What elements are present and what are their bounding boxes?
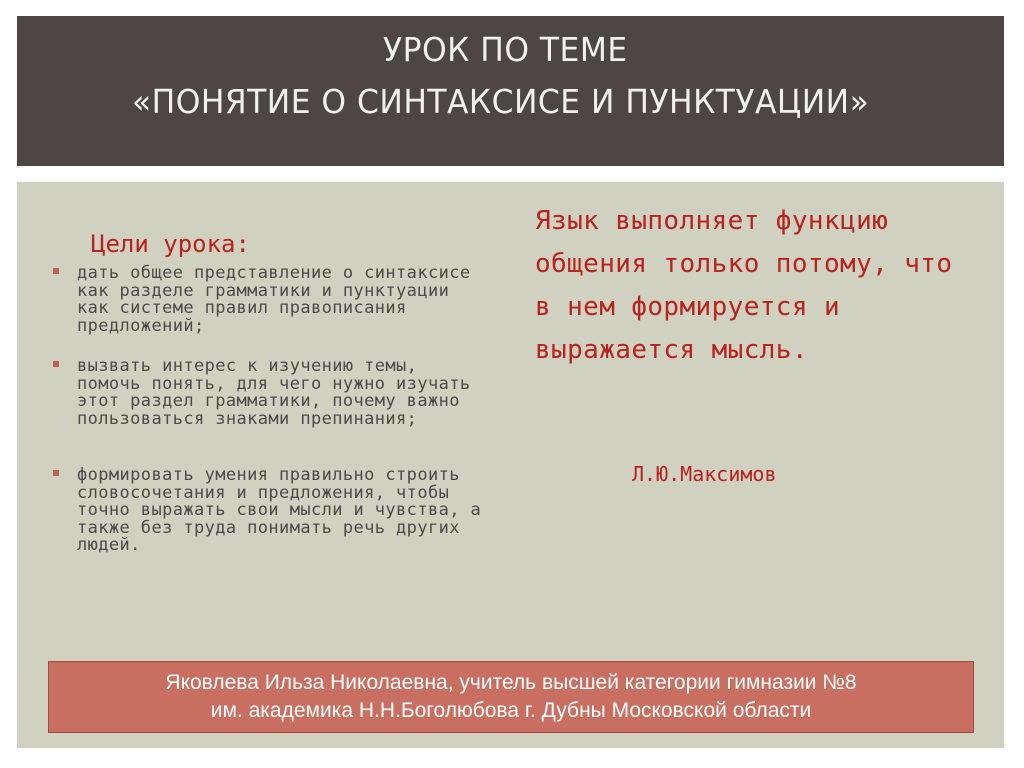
author-line-2: им. академика Н.Н.Боголюбова г. Дубны Московской области [210,699,812,722]
slide-title-line-2: «ПОНЯТИЕ О СИНТАКСИСЕ И ПУНКТУАЦИИ» [132,82,870,121]
quote-author: Л.Ю.Максимов [632,462,777,486]
author-line-1: Яковлева Ильза Николаевна, учитель высшей категории гимназии №8 [165,671,857,694]
goal-item [50,358,490,428]
bullet-icon [53,268,59,274]
goal-text: вызвать интерес к изучению темы, помочь понять, для чего нужно изучать этот раздел грамматики, почему важно пользоваться знаками препинания; [77,356,471,429]
goal-text: формировать умения правильно строить словосочетания и предложения, чтобы точно выражать свои мысли и чувства, а также без труда понимать речь других людей. [77,465,482,555]
goal-text: дать общее представление о синтаксисе как разделе грамматики и пунктуации как системе правил правописания предложений; [77,263,471,336]
slide-title-line-1: УРОК ПО ТЕМЕ [383,30,628,69]
goal-item [50,265,490,335]
goal-item [50,467,490,555]
quote-text: Язык выполняет функцию общения только потому, что в нем формируется и выражается мысль. [535,206,953,365]
goals-heading: Цели урока: [91,230,250,258]
bullet-icon [53,361,59,367]
bullet-icon [53,470,59,476]
author-box [48,661,974,733]
